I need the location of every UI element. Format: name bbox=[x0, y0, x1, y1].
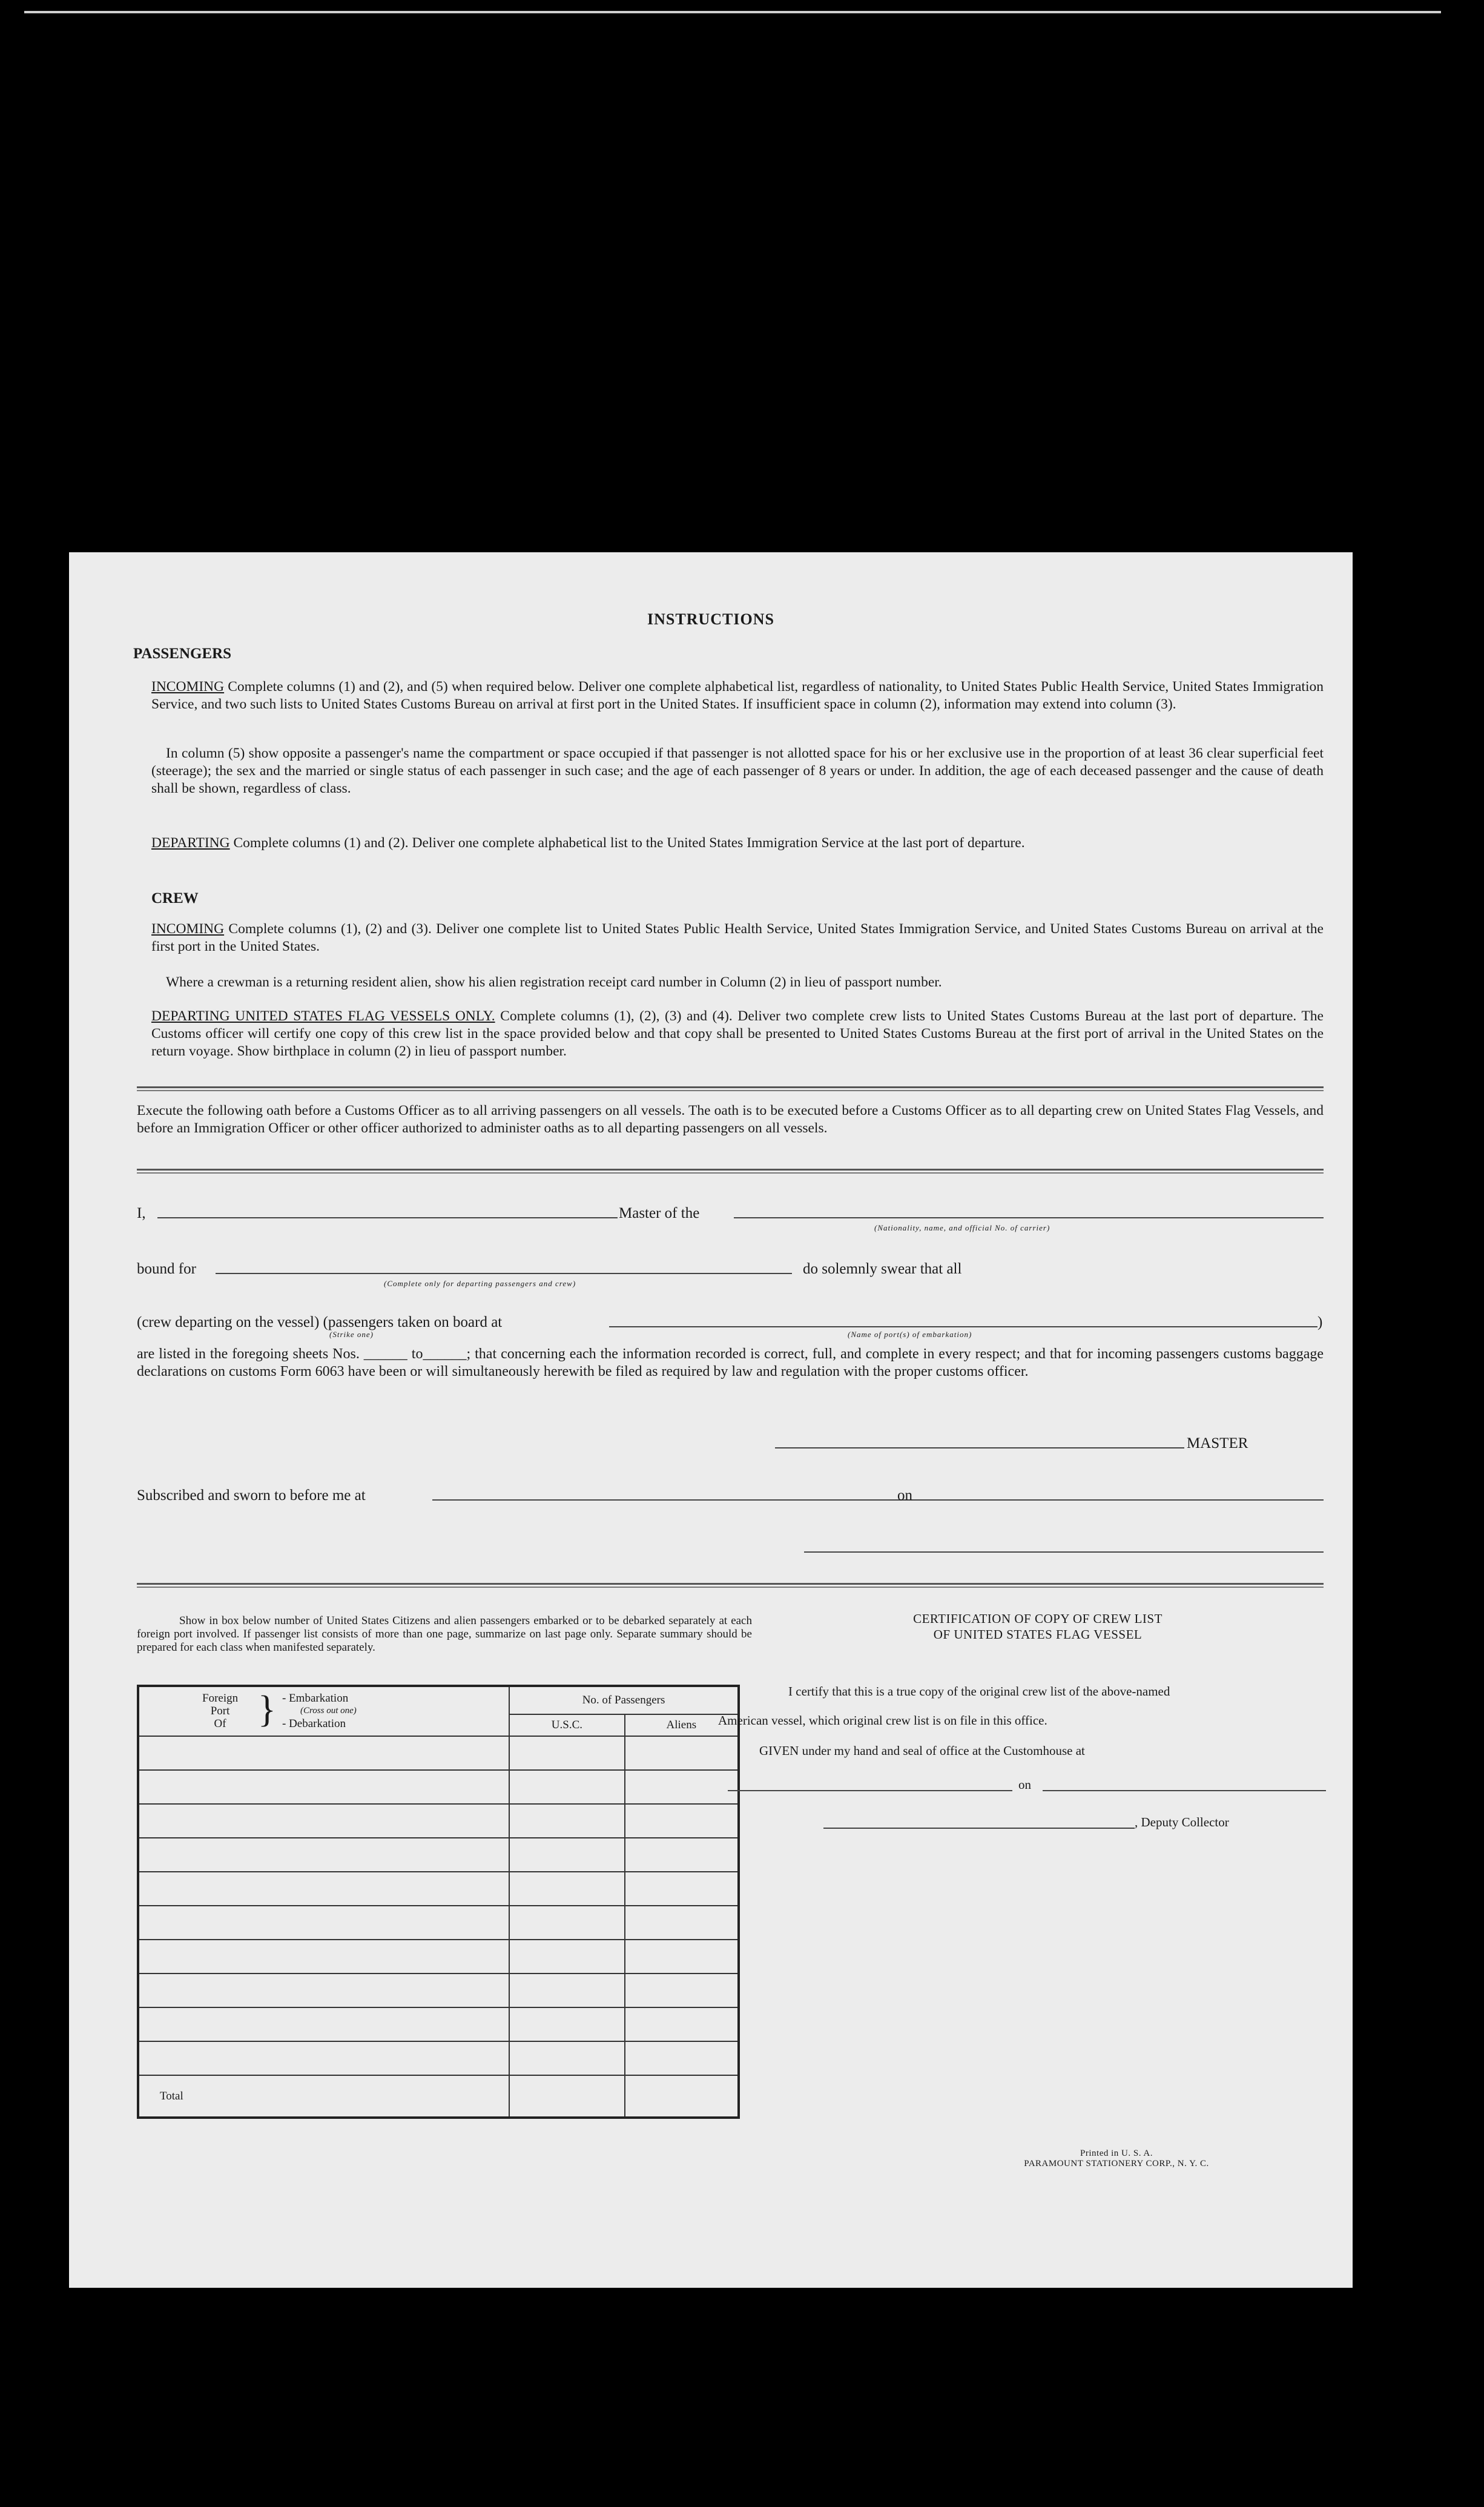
usc-cell[interactable] bbox=[509, 2007, 625, 2041]
lower-divider bbox=[137, 1583, 1324, 1585]
of-label: Of bbox=[214, 1717, 226, 1730]
debarkation-option[interactable]: - Debarkation bbox=[282, 1717, 346, 1730]
section-divider-double bbox=[137, 1090, 1324, 1091]
swear-label: do solemnly swear that all bbox=[803, 1261, 962, 1277]
passengers-column5-paragraph: In column (5) show opposite a passenger's name the compartment or space occupied if that passenger is not allotted space for his or her exclusive use in the proportion of at least 36 clear superficial feet (steerage); the sex and the married or single status of each passenger in such case; and the age of each passenger of 8 years or under. In addition, the age of each deceased passenger and the cause of death shall be shown, regardless of class. bbox=[151, 745, 1324, 796]
close-paren: ) bbox=[1317, 1314, 1323, 1330]
usc-cell[interactable] bbox=[509, 1736, 625, 1770]
printer-imprint bbox=[977, 2149, 1256, 2169]
usc-cell[interactable] bbox=[509, 2041, 625, 2075]
usc-cell[interactable] bbox=[509, 1804, 625, 1838]
bound-for-field[interactable] bbox=[216, 1273, 792, 1274]
document-page bbox=[69, 552, 1353, 2288]
strike-caption: (Strike one) bbox=[329, 1330, 374, 1339]
usc-cell[interactable] bbox=[509, 1838, 625, 1872]
sworn-on-field[interactable] bbox=[917, 1499, 1324, 1501]
port-cell[interactable] bbox=[138, 1736, 509, 1770]
total-label: Total bbox=[138, 2075, 509, 2118]
nationality-caption: (Nationality, name, and official No. of carrier) bbox=[874, 1223, 1050, 1232]
master-name-field[interactable] bbox=[157, 1217, 618, 1218]
cert-date-field[interactable] bbox=[1043, 1790, 1326, 1791]
printed-in-usa: Printed in U. S. A. bbox=[1080, 2149, 1153, 2158]
passenger-count-table bbox=[137, 1685, 740, 2119]
cert-on-label: on bbox=[1018, 1777, 1031, 1792]
aliens-header: Aliens bbox=[625, 1714, 739, 1736]
master-signature-field[interactable] bbox=[775, 1447, 1184, 1448]
section-divider bbox=[137, 1086, 1324, 1088]
passengers-departing-paragraph bbox=[151, 834, 1324, 852]
crew-departing-label: DEPARTING UNITED STATES FLAG VESSELS ONLY. bbox=[151, 1008, 495, 1024]
deputy-collector-signature-field[interactable] bbox=[823, 1828, 1135, 1829]
crew-departing-paragraph bbox=[151, 1008, 1324, 1060]
listed-statement: are listed in the foregoing sheets Nos. ______ to______; that concerning each the information recorded is correct, full, and complete in every respect; and that for incoming passengers customs baggage declarations on customs Form 6063 have been or will simultaneously herewith be filed as required by law and regulation with the proper customs officer. bbox=[137, 1346, 1324, 1379]
table-row bbox=[138, 1974, 739, 2007]
sworn-at-field[interactable] bbox=[432, 1499, 957, 1501]
port-cell[interactable] bbox=[138, 1940, 509, 1974]
port-cell[interactable] bbox=[138, 1804, 509, 1838]
oath-instruction: Execute the following oath before a Customs Officer as to all arriving passengers on all vessels. The oath is to be executed before a Customs Officer as to all departing crew on United States Flag Vessels, and before an Immigration Officer or other officer authorized to administer oaths as to all departing passengers on all vessels. bbox=[137, 1103, 1324, 1136]
port-cell[interactable] bbox=[138, 1872, 509, 1906]
table-row bbox=[138, 1872, 739, 1906]
american-vessel-statement: American vessel, which original crew list is on file in this office. bbox=[718, 1713, 1047, 1728]
total-row bbox=[138, 2075, 739, 2118]
usc-cell[interactable] bbox=[509, 1940, 625, 1974]
certification-title-line1: CERTIFICATION OF COPY OF CREW LIST bbox=[913, 1611, 1162, 1626]
table-row bbox=[138, 1838, 739, 1872]
oath-divider-double bbox=[137, 1172, 1324, 1174]
passengers-heading: PASSENGERS bbox=[133, 646, 232, 662]
usc-cell[interactable] bbox=[509, 1974, 625, 2007]
passengers-departing-label: DEPARTING bbox=[151, 835, 230, 851]
lower-divider-double bbox=[137, 1587, 1324, 1588]
crew-departing-text: Complete columns (1), (2), (3) and (4). Deliver two complete crew lists to United States Customs Bureau at the last port of departure. The Customs officer will certify one copy of this crew list in the space provided below and that copy shall be presented to United States Customs Bureau at the first port of arrival in the United States on the return voyage. Show birthplace in column (2) in lieu of passport number. bbox=[151, 1008, 1324, 1059]
table-row bbox=[138, 1736, 739, 1770]
usc-header: U.S.C. bbox=[509, 1714, 625, 1736]
table-row bbox=[138, 1940, 739, 1974]
printer-name: PARAMOUNT STATIONERY CORP., N. Y. C. bbox=[1024, 2159, 1209, 2168]
passengers-incoming-paragraph bbox=[151, 678, 1324, 713]
port-label: Port bbox=[210, 1705, 230, 1717]
certification-title-line2: OF UNITED STATES FLAG VESSEL bbox=[933, 1627, 1143, 1642]
aliens-cell[interactable] bbox=[625, 2007, 739, 2041]
passengers-departing-text: Complete columns (1) and (2). Deliver one complete alphabetical list to the United States Immigration Service at the last port of departure. bbox=[229, 835, 1025, 851]
port-cell[interactable] bbox=[138, 1906, 509, 1940]
brace-icon: } bbox=[258, 1689, 276, 1730]
box-instruction: Show in box below number of United States Citizens and alien passengers embarked or to be debarked separately at each foreign port involved. If passenger list consists of more than one page, summarize on last page only. Separate summary should be prepared for each class when manifested separately. bbox=[137, 1614, 752, 1654]
port-cell[interactable] bbox=[138, 1838, 509, 1872]
aliens-cell[interactable] bbox=[625, 1804, 739, 1838]
port-cell[interactable] bbox=[138, 1770, 509, 1804]
carrier-field[interactable] bbox=[734, 1217, 1324, 1218]
page-title: INSTRUCTIONS bbox=[647, 610, 774, 628]
usc-cell[interactable] bbox=[509, 1906, 625, 1940]
total-aliens-cell[interactable] bbox=[625, 2075, 739, 2118]
aliens-cell[interactable] bbox=[625, 1906, 739, 1940]
oath-i-label: I, bbox=[137, 1205, 146, 1221]
usc-cell[interactable] bbox=[509, 1872, 625, 1906]
passengers-incoming-text: Complete columns (1) and (2), and (5) when required below. Deliver one complete alphabetical list, regardless of nationality, to United States Public Health Service, United States Immigration Service, and two such lists to United States Customs Bureau on arrival at first port in the United States. If insufficient space in column (2), information may extend into column (3). bbox=[151, 679, 1324, 712]
crew-passengers-label: (crew departing on the vessel) (passengers taken on board at bbox=[137, 1314, 503, 1330]
aliens-cell[interactable] bbox=[625, 2041, 739, 2075]
table-row bbox=[138, 2007, 739, 2041]
port-caption: (Name of port(s) of embarkation) bbox=[848, 1330, 972, 1339]
officer-signature-field[interactable] bbox=[804, 1551, 1324, 1553]
oath-divider bbox=[137, 1169, 1324, 1171]
departing-caption: (Complete only for departing passengers and crew) bbox=[384, 1279, 576, 1288]
aliens-cell[interactable] bbox=[625, 1838, 739, 1872]
usc-cell[interactable] bbox=[509, 1770, 625, 1804]
given-statement: GIVEN under my hand and seal of office at the Customhouse at bbox=[759, 1743, 1085, 1758]
certification-title bbox=[765, 1611, 1310, 1642]
customhouse-field[interactable] bbox=[728, 1790, 1012, 1791]
cross-out-note: (Cross out one) bbox=[300, 1706, 357, 1716]
passengers-incoming-label: INCOMING bbox=[151, 679, 225, 695]
bound-for-label: bound for bbox=[137, 1261, 196, 1277]
deputy-collector-label: , Deputy Collector bbox=[1135, 1815, 1229, 1829]
no-of-passengers-header: No. of Passengers bbox=[509, 1686, 739, 1714]
aliens-cell[interactable] bbox=[625, 1736, 739, 1770]
crew-heading: CREW bbox=[151, 890, 199, 907]
table-row bbox=[138, 1804, 739, 1838]
master-of-the-label: Master of the bbox=[619, 1205, 700, 1221]
subscribed-label: Subscribed and sworn to before me at bbox=[137, 1487, 366, 1504]
foreign-label: Foreign bbox=[202, 1692, 239, 1705]
port-cell[interactable] bbox=[138, 1974, 509, 2007]
aliens-cell[interactable] bbox=[625, 1770, 739, 1804]
crew-incoming-label: INCOMING bbox=[151, 921, 225, 937]
table-row bbox=[138, 1770, 739, 1804]
crew-incoming-paragraph bbox=[151, 920, 1324, 956]
aliens-cell[interactable] bbox=[625, 1940, 739, 1974]
aliens-cell[interactable] bbox=[625, 1872, 739, 1906]
port-cell[interactable] bbox=[138, 2041, 509, 2075]
port-cell[interactable] bbox=[138, 2007, 509, 2041]
sworn-on-label: on bbox=[897, 1487, 912, 1504]
aliens-cell[interactable] bbox=[625, 1974, 739, 2007]
embarkation-port-field[interactable] bbox=[609, 1326, 1317, 1327]
certify-statement: I certify that this is a true copy of the original crew list of the above-named bbox=[788, 1684, 1170, 1699]
table-row bbox=[138, 2041, 739, 2075]
crew-resident-paragraph: Where a crewman is a returning resident alien, show his alien registration receipt card number in Column (2) in lieu of passport number. bbox=[166, 974, 942, 990]
port-header-cell bbox=[138, 1686, 509, 1736]
crew-incoming-text: Complete columns (1), (2) and (3). Deliver one complete list to United States Public Health Service, United States Immigration Service, and United States Customs Bureau on arrival at the first port in the United States. bbox=[151, 921, 1324, 954]
embarkation-option[interactable]: - Embarkation bbox=[282, 1692, 349, 1705]
table-row bbox=[138, 1906, 739, 1940]
master-signature-label: MASTER bbox=[1187, 1435, 1248, 1452]
scan-top-border bbox=[24, 11, 1441, 13]
total-usc-cell[interactable] bbox=[509, 2075, 625, 2118]
